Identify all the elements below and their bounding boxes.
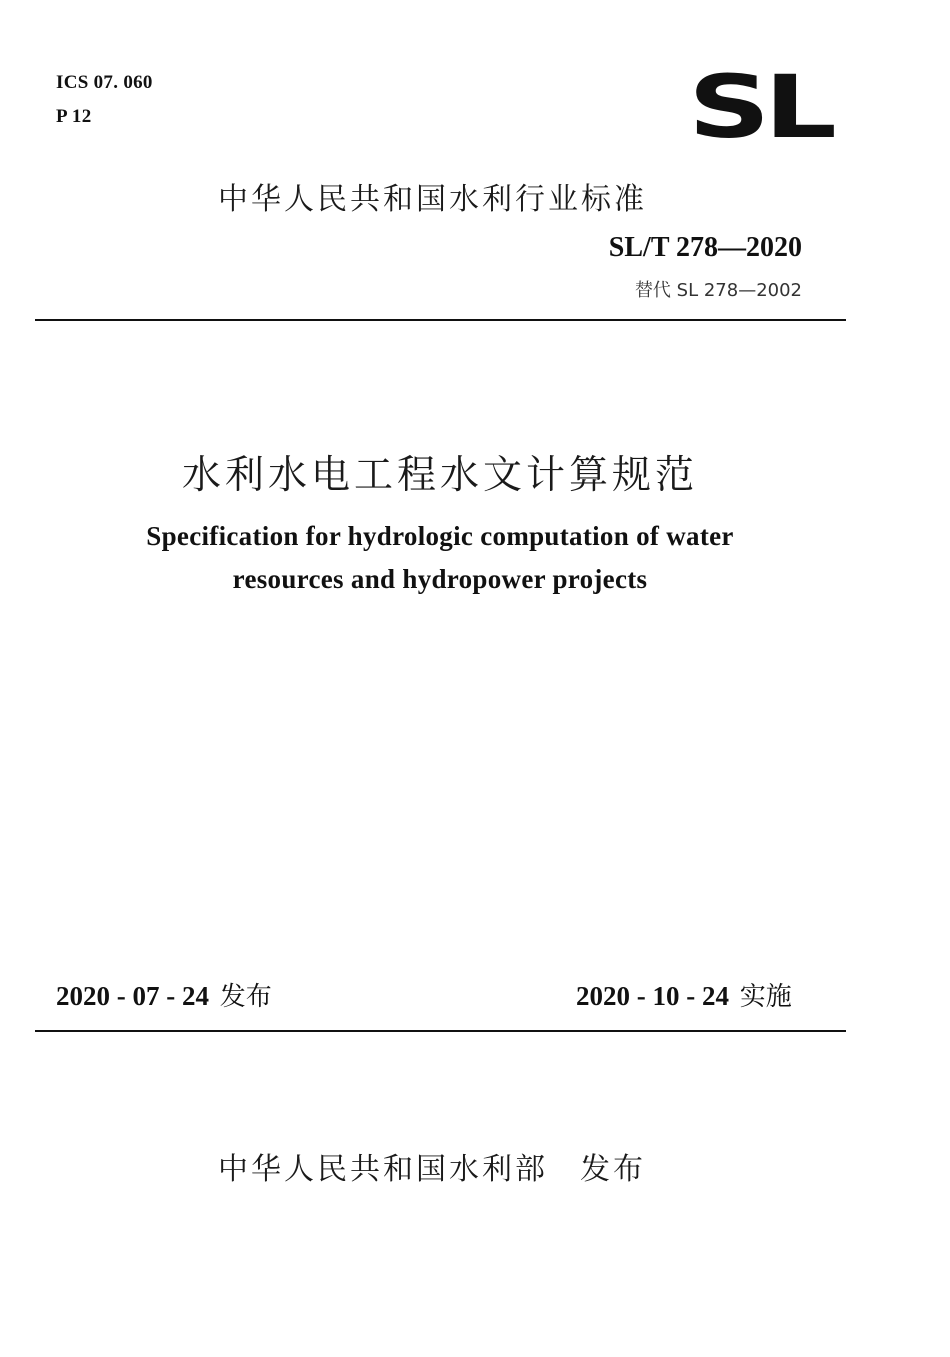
standard-number: SL/T 278—2020 [608,232,802,263]
standard-type: 中华人民共和国水利行业标准 [218,182,647,217]
implement-date-value: 2020 - 10 - 24 [576,981,729,1011]
publisher [218,1144,646,1188]
top-divider [35,319,846,321]
issue-date [56,976,272,1013]
ccs-code: P 12 [56,106,92,127]
title-chinese: 水利水电工程水文计算规范 [181,453,698,498]
publisher-name: 中华人民共和国水利部 [218,1152,548,1187]
title-english-line2: resources and hydropower projects [232,564,648,594]
bottom-divider [35,1030,846,1032]
title-english-line1: Specification for hydrologic computation of water [146,521,734,551]
sl-logo: SL [688,56,831,158]
issue-date-label: 发布 [219,982,272,1012]
replaces-standard: 替代 SL 278—2002 [634,280,802,301]
publisher-action: 发布 [580,1152,646,1187]
ics-code: ICS 07. 060 [56,72,153,93]
implement-date [576,976,792,1013]
implement-date-label: 实施 [739,982,792,1012]
issue-date-value: 2020 - 07 - 24 [56,981,209,1011]
